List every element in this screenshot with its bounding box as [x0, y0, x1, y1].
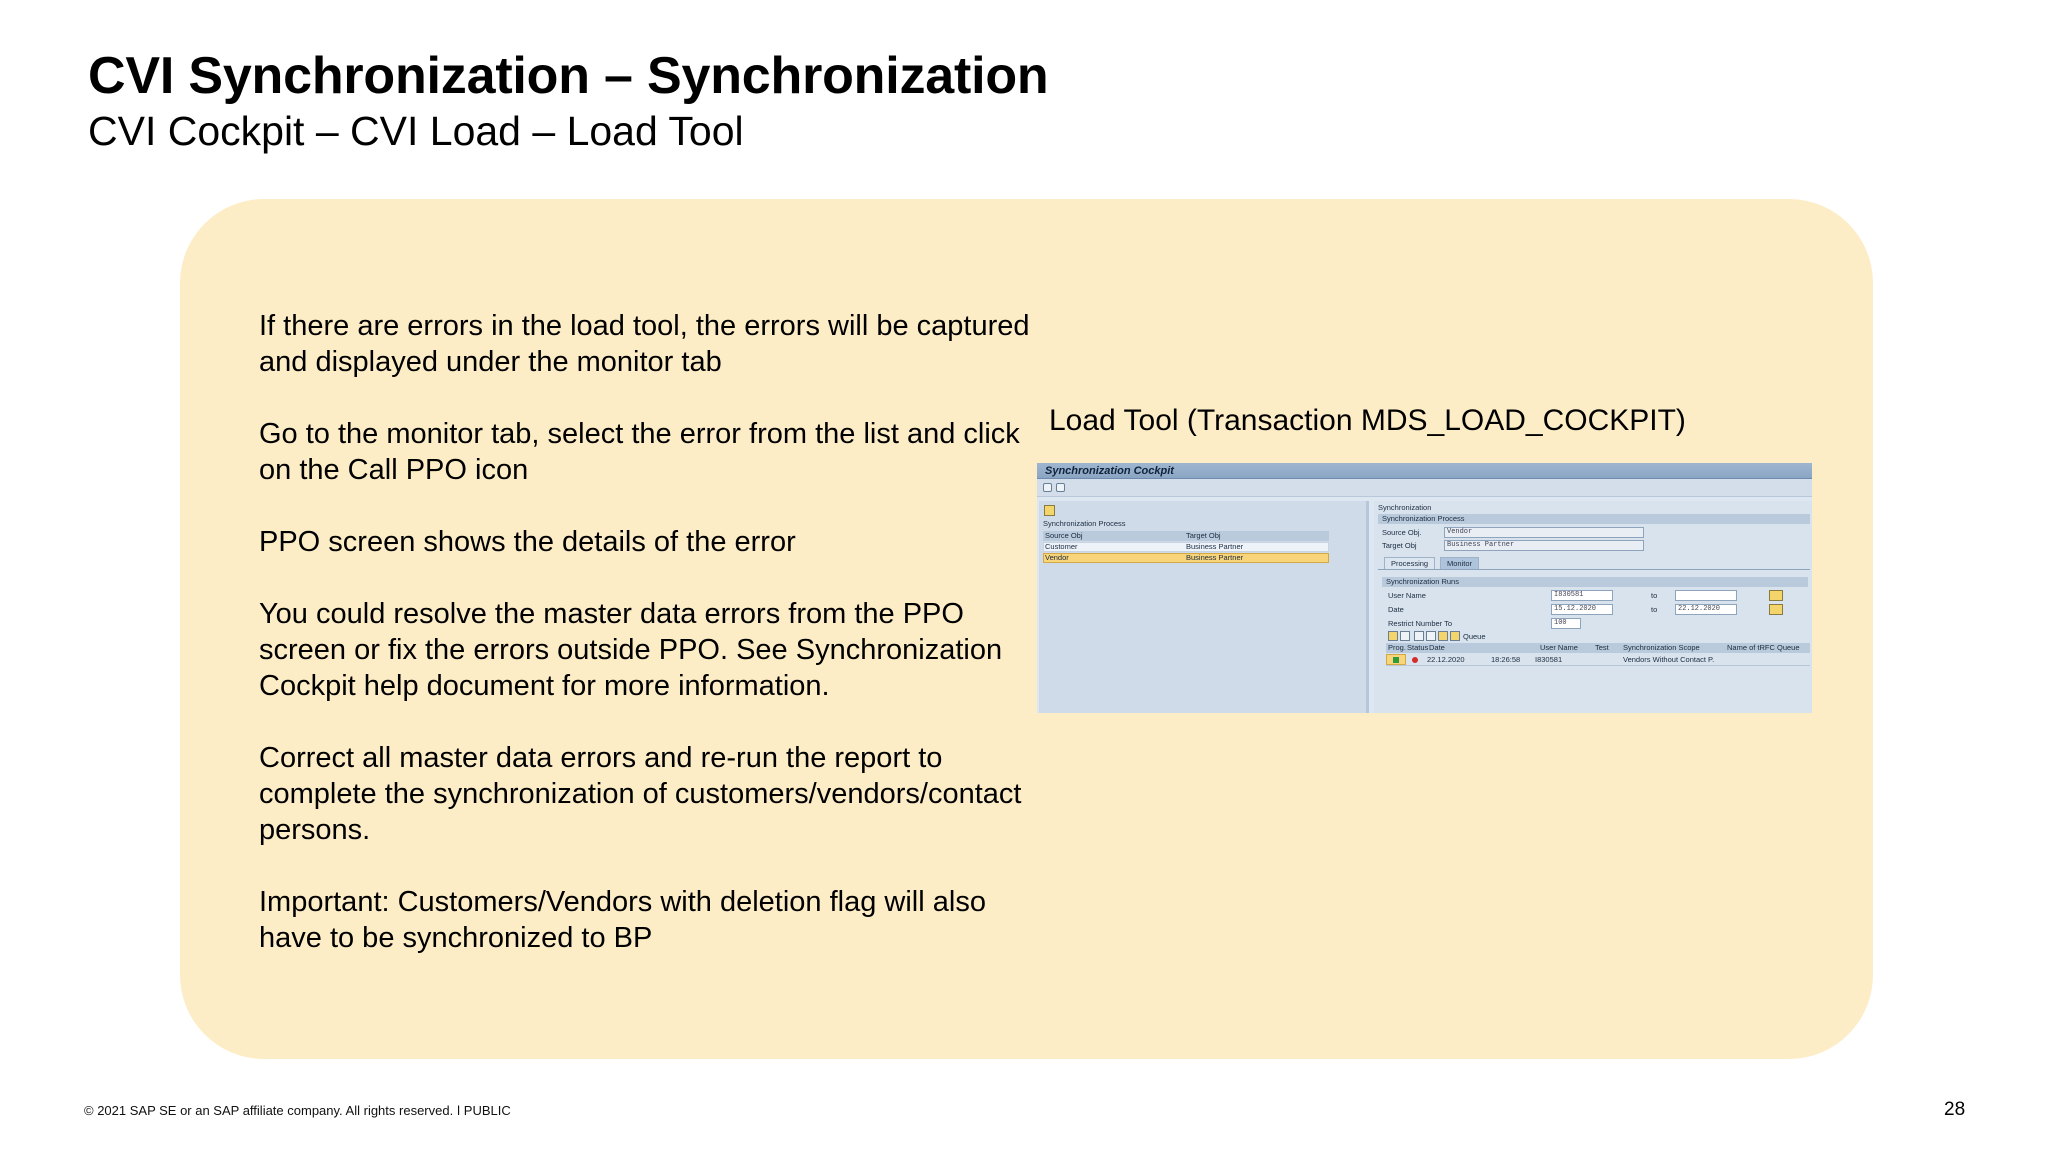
col-source-obj: Source Obj — [1045, 531, 1083, 540]
col-sync-scope: Synchronization Scope — [1623, 643, 1700, 652]
queue-icon[interactable] — [1450, 631, 1460, 641]
col-target-obj: Target Obj — [1186, 531, 1221, 540]
col-prog: Prog. — [1388, 643, 1406, 652]
user-multiselect-icon[interactable] — [1769, 590, 1783, 601]
error-status-icon — [1412, 657, 1418, 663]
runs-group-title: Synchronization Runs — [1386, 577, 1459, 586]
footer-copyright: © 2021 SAP SE or an SAP affiliate company. All rights reserved. ǀ PUBLIC — [84, 1103, 511, 1118]
execute-icon[interactable] — [1043, 483, 1052, 492]
col-status: Status — [1407, 643, 1429, 652]
call-ppo-icon[interactable] — [1438, 631, 1448, 641]
right-section-title: Synchronization — [1378, 503, 1432, 512]
col-date: Date — [1429, 643, 1445, 652]
tab-processing[interactable]: Processing — [1384, 557, 1435, 569]
restrict-number-label: Restrict Number To — [1388, 619, 1453, 628]
col-user-name: User Name — [1540, 643, 1578, 652]
row-customer-target: Business Partner — [1186, 542, 1244, 551]
date-multiselect-icon[interactable] — [1769, 604, 1783, 615]
sap-toolbar — [1037, 479, 1812, 497]
tab-divider — [1378, 569, 1810, 570]
paragraph-ppo-screen: PPO screen shows the details of the error — [259, 526, 796, 558]
date-from-field[interactable]: 15.12.2020 — [1551, 604, 1613, 615]
run-row-user: I830581 — [1535, 655, 1563, 664]
run-row-scope: Vendors Without Contact P. — [1623, 655, 1715, 664]
paragraph-rerun-report: Correct all master data errors and re-run the report to complete the synchronization of customers/vendors/contact persons. — [259, 742, 1022, 846]
display-icon[interactable] — [1056, 483, 1065, 492]
user-name-to-field[interactable] — [1675, 590, 1737, 601]
sap-screenshot — [1037, 463, 1812, 713]
run-row-divider — [1386, 665, 1810, 666]
user-name-label: User Name — [1388, 591, 1426, 600]
tab-monitor[interactable]: Monitor — [1440, 557, 1479, 569]
body-text — [259, 308, 1049, 992]
details-icon[interactable] — [1426, 631, 1436, 641]
paragraph-monitor-tab: Go to the monitor tab, select the error from the list and click on the Call PPO icon — [259, 418, 1020, 486]
restrict-number-field[interactable]: 100 — [1551, 618, 1581, 629]
user-to-label: to — [1651, 591, 1658, 600]
source-obj-label: Source Obj. — [1382, 528, 1422, 537]
source-obj-field[interactable]: Vendor — [1444, 527, 1644, 538]
sap-title-bar — [1037, 463, 1812, 479]
row-vendor-source: Vendor — [1045, 553, 1069, 562]
paragraph-resolve-errors: You could resolve the master data errors from the PPO screen or fix the errors outside PPO. See Synchronization Cockpit help document for more information. — [259, 598, 1003, 702]
sap-window-title: Synchronization Cockpit — [1045, 465, 1174, 477]
date-label: Date — [1388, 605, 1404, 614]
left-section-title: Synchronization Process — [1043, 519, 1126, 528]
slide-subtitle: CVI Cockpit – CVI Load – Load Tool — [88, 108, 744, 154]
target-obj-field[interactable]: Business Partner — [1444, 540, 1644, 551]
expand-icon[interactable] — [1044, 505, 1055, 516]
progress-green-icon — [1393, 657, 1399, 663]
row-vendor-target: Business Partner — [1186, 553, 1244, 562]
page-number: 28 — [1944, 1099, 1966, 1120]
target-obj-label: Target Obj — [1382, 541, 1417, 550]
process-tree-panel — [1039, 501, 1369, 713]
refresh-icon[interactable] — [1414, 631, 1424, 641]
user-name-from-field[interactable]: I830581 — [1551, 590, 1613, 601]
filter-dropdown-icon[interactable] — [1400, 631, 1410, 641]
row-customer-source: Customer — [1045, 542, 1078, 551]
run-row-date: 22.12.2020 — [1427, 655, 1465, 664]
paragraph-errors-captured: If there are errors in the load tool, the errors will be captured and displayed under the monitor tab — [259, 310, 1030, 378]
col-test: Test — [1595, 643, 1609, 652]
filter-icon[interactable] — [1388, 631, 1398, 641]
process-group-title: Synchronization Process — [1382, 514, 1465, 523]
col-trfc-queue: Name of tRFC Queue — [1727, 643, 1800, 652]
queue-button-label[interactable]: Queue — [1463, 632, 1486, 641]
synchronization-panel — [1374, 501, 1812, 713]
run-row-time: 18:26:58 — [1491, 655, 1521, 664]
figure-caption: Load Tool (Transaction MDS_LOAD_COCKPIT) — [1049, 404, 1686, 437]
slide-title: CVI Synchronization – Synchronization — [88, 47, 1049, 105]
date-to-field[interactable]: 22.12.2020 — [1675, 604, 1737, 615]
paragraph-important-deletion-flag: Important: Customers/Vendors with deletion flag will also have to be synchronized to BP — [259, 886, 986, 954]
date-to-label: to — [1651, 605, 1658, 614]
